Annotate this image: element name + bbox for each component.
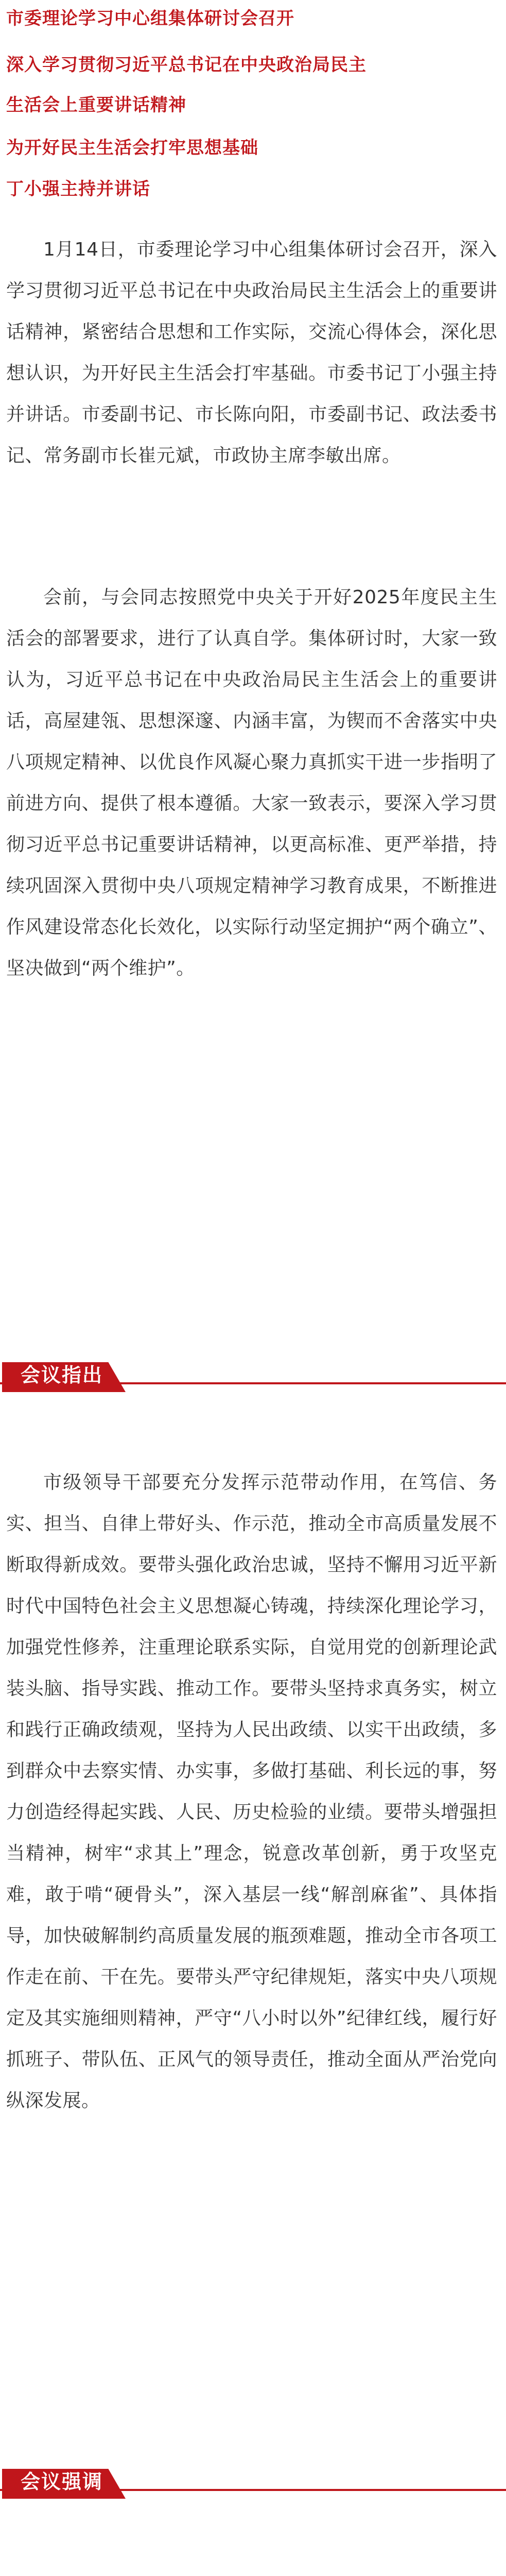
section-label: 会议强调 bbox=[21, 2470, 103, 2493]
title-line: 为开好民主生活会打牢思想基础 bbox=[6, 138, 258, 158]
body-paragraph: 会前，与会同志按照党中央关于开好2025年度民主生活会的部署要求，进行了认真自学。集体研讨时，大家一致认为，习近平总书记在中央政治局民主生活会上的重要讲话，高屋建瓴、思想深邃、内涵丰富，为锲而不舍落实中央八项规定精神、以优良作风凝心聚力真抓实干进一步指明了前进方向、提供了根本遵循。大家一致表示，要深入学习贯彻习近平总书记重要讲话精神，以更高标准、更严举措，持续巩固深入贯彻中央八项规定精神学习教育成果，不断推进作风建设常态化长效化，以实际行动坚定拥护“两个确立”、坚决做到“两个维护”。 bbox=[6, 587, 497, 979]
title-line: 深入学习贯彻习近平总书记在中央政治局民主 bbox=[6, 55, 367, 75]
title-line: 丁小强主持并讲话 bbox=[6, 179, 150, 199]
section-header-meeting-emphasized bbox=[0, 2467, 506, 2502]
intro-paragraph: 1月14日，市委理论学习中心组集体研讨会召开，深入学习贯彻习近平总书记在中央政治局民主生活会上的重要讲话精神，紧密结合思想和工作实际，交流心得体会，深化思想认识，为开好民主生活会打牢基础。市委书记丁小强主持并讲话。市委副书记、市长陈向阳，市委副书记、政法委书记、常务副市长崔元斌，市政协主席李敏出席。 bbox=[6, 239, 497, 466]
title-line: 生活会上重要讲话精神 bbox=[6, 95, 186, 115]
section-header-meeting-pointed-out bbox=[0, 1360, 506, 1395]
section-body bbox=[6, 2567, 497, 2576]
section-label: 会议指出 bbox=[21, 1364, 103, 1386]
title-line: 市委理论学习中心组集体研讨会召开 bbox=[6, 8, 294, 29]
section-body: 市级领导干部要充分发挥示范带动作用，在笃信、务实、担当、自律上带好头、作示范，推动全市高质量发展不断取得新成效。要带头强化政治忠诚，坚持不懈用习近平新时代中国特色社会主义思想凝心铸魂，持续深化理论学习，加强党性修养，注重理论联系实际，自觉用党的创新理论武装头脑、指导实践、推动工作。要带头坚持求真务实，树立和践行正确政绩观，坚持为人民出政绩、以实干出政绩，多到群众中去察实情、办实事，多做打基础、利长远的事，努力创造经得起实践、人民、历史检验的业绩。要带头增强担当精神，树牢“求其上”理念，锐意改革创新，勇于攻坚克难，敢于啃“硬骨头”，深入基层一线“解剖麻雀”、具体指导，加快破解制约高质量发展的瓶颈难题，推动全市各项工作走在前、干在先。要带头严守纪律规矩，落实中央八项规定及其实施细则精神，严守“八小时以外”纪律红线，履行好抓班子、带队伍、正风气的领导责任，推动全面从严治党向纵深发展。 bbox=[6, 1472, 497, 2111]
